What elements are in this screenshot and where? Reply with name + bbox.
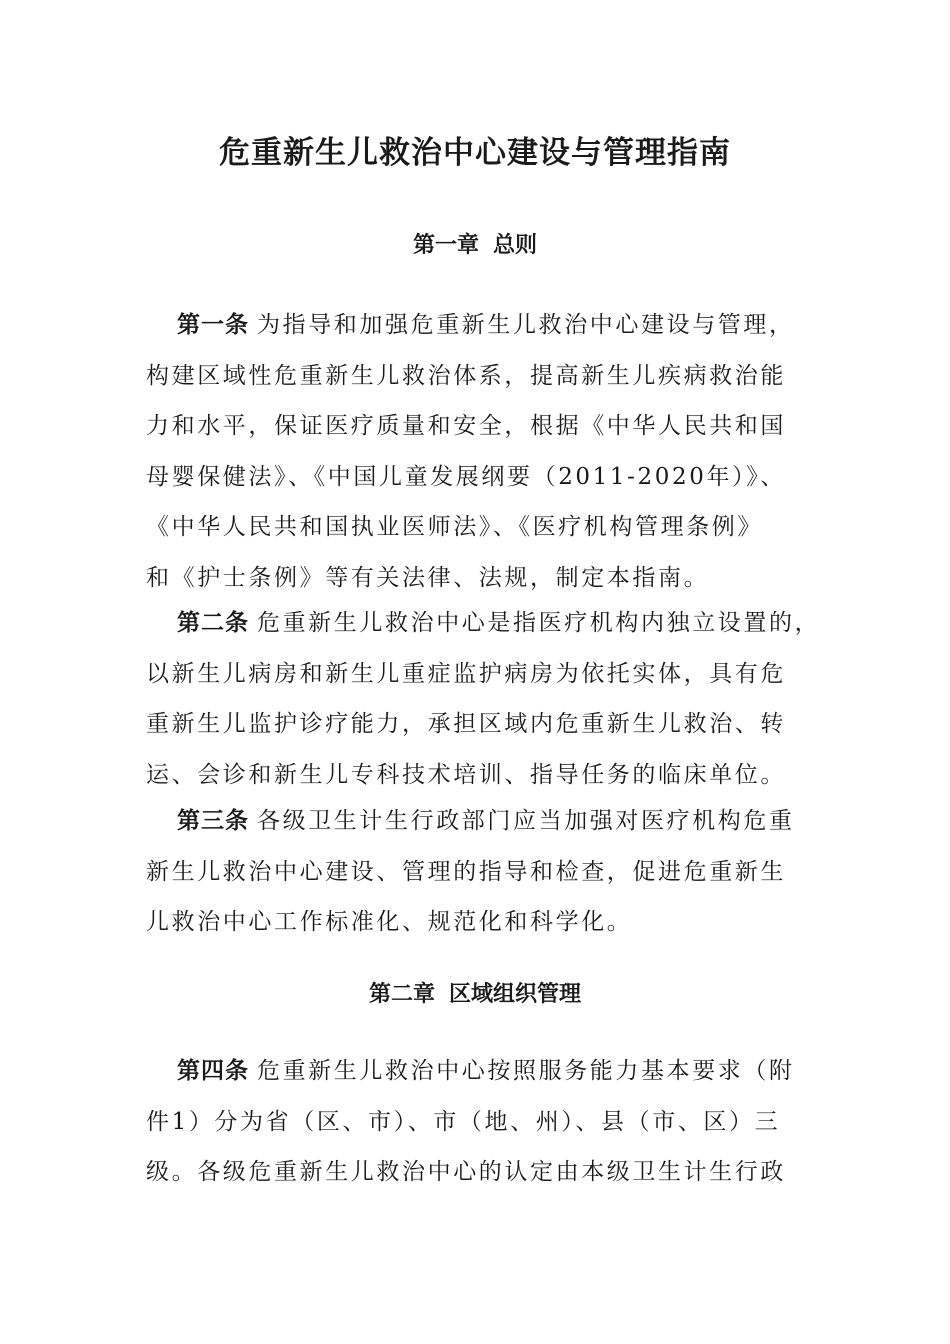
article-1 [146,300,810,603]
article-2 [146,598,821,800]
article-label: 第二条 [177,610,249,636]
article-line: 第一条 为指导和加强危重新生儿救治中心建设与管理， [177,312,795,338]
chapter-heading-2 [0,977,950,1013]
article-4 [146,1046,810,1198]
article-3 [146,796,810,948]
article-line: 力和水平，保证医疗质量和安全，根据《中华人民共和国 [146,413,786,439]
chapter-number: 第二章 [368,982,435,1007]
document-title: 危重新生儿救治中心建设与管理指南 [219,135,731,171]
article-line: 儿救治中心工作标准化、规范化和科学化。 [146,909,633,935]
article-line: 《中华人民共和国执业医师法》、《医疗机构管理条例》 [146,514,763,540]
article-line: 件1）分为省（区、市）、市（地、州）、县（市、区）三 [146,1108,781,1135]
chapter-name: 总则 [493,233,538,258]
article-line: 第三条 各级卫生计生行政部门应当加强对医疗机构危重 [177,808,795,834]
chapter-heading-1 [0,228,950,264]
article-line: 母婴保健法》、《中国儿童发展纲要（2011-2020年）》、 [146,463,786,490]
article-label: 第四条 [177,1058,249,1084]
chapter-name: 区域组织管理 [449,982,582,1007]
chapter-number: 第一章 [412,233,479,258]
article-line: 第二条 危重新生儿救治中心是指医疗机构内独立设置的， [177,610,821,636]
article-line: 第四条 危重新生儿救治中心按照服务能力基本要求（附 [177,1058,795,1084]
article-label: 第一条 [177,312,249,338]
article-line: 以新生儿病房和新生儿重症监护病房为依托实体，具有危 [146,660,786,687]
article-line: 和《护士条例》等有关法律、法规，制定本指南。 [146,564,710,591]
article-line: 构建区域性危重新生儿救治体系，提高新生儿疾病救治能 [146,362,786,389]
article-line: 运、会诊和新生儿专科技术培训、指导任务的临床单位。 [146,761,786,788]
article-line: 新生儿救治中心建设、管理的指导和检查，促进危重新生 [146,858,786,885]
article-label: 第三条 [177,808,249,834]
article-line: 重新生儿监护诊疗能力，承担区域内危重新生儿救治、转 [146,711,786,737]
article-line: 级。各级危重新生儿救治中心的认定由本级卫生计生行政 [146,1159,786,1185]
